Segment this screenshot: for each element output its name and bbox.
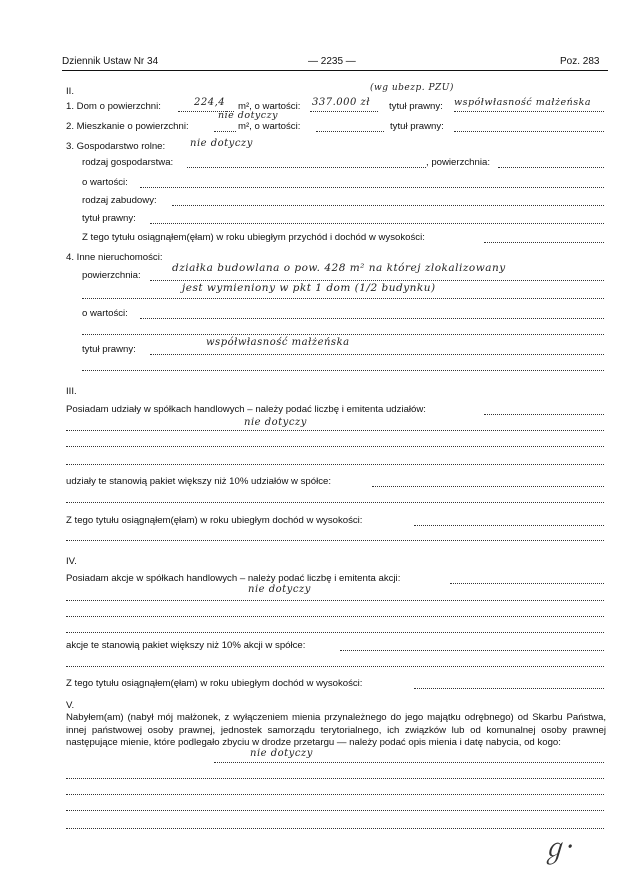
farm-income-line xyxy=(484,242,604,243)
other-area-line-1 xyxy=(150,280,604,281)
other-area-label: powierzchnia: xyxy=(82,270,141,281)
other-area-line-2 xyxy=(82,298,604,299)
section-ii-heading: II. xyxy=(66,86,74,97)
header-rule xyxy=(62,70,608,71)
stocks-pct-line-2 xyxy=(66,666,604,667)
other-title-value: współwłasność małżeńska xyxy=(206,337,350,348)
other-value-line-1 xyxy=(140,318,604,319)
flat-area-line xyxy=(214,131,236,132)
house-title-value: współwłasność małżeńska xyxy=(454,97,591,108)
other-value-line-2 xyxy=(82,334,604,335)
shares-income-line-2 xyxy=(66,540,604,541)
shares-pct-label: udziały te stanowią pakiet większy niż 10% udziałów w spółce: xyxy=(66,476,332,487)
flat-title-label: tytuł prawny: xyxy=(390,121,444,132)
flat-title-line xyxy=(454,131,604,132)
other-area-value-1: działka budowlana o pow. 428 m² na której zlokalizowany xyxy=(172,262,506,274)
house-title-line xyxy=(454,111,604,112)
page-number: — 2235 — xyxy=(308,56,356,67)
farm-value-label: o wartości: xyxy=(82,177,128,188)
stocks-income-line-1 xyxy=(414,688,604,689)
shares-line-1 xyxy=(484,414,604,415)
farm-income-label: Z tego tytułu osiągnąłem(ęłam) w roku ubiegłym przychód i dochód w wysokości: xyxy=(82,232,425,243)
shares-income-line-1 xyxy=(414,525,604,526)
house-unit-label: m², o wartości: xyxy=(238,101,301,112)
farm-title-line xyxy=(150,223,604,224)
section-v-heading: V. xyxy=(66,700,75,711)
farm-area-line xyxy=(498,167,604,168)
house-area-value: 224,4 xyxy=(194,97,226,108)
farm-hw-note: nie dotyczy xyxy=(190,138,253,149)
other-area-value-2: jest wymieniony w pkt 1 dom (1/2 budynku) xyxy=(182,282,436,294)
acquisition-line-1 xyxy=(214,762,604,763)
farm-building-label: rodzaj zabudowy: xyxy=(82,195,157,206)
flat-unit-label: m², o wartości: xyxy=(238,121,301,132)
farm-value-line xyxy=(140,187,604,188)
other-title-line-1 xyxy=(150,354,604,355)
house-value-value: 337.000 zł xyxy=(312,97,371,108)
stocks-income-label: Z tego tytułu osiągnąłem(ęłam) w roku ubiegłym dochód w wysokości: xyxy=(66,678,363,689)
stocks-pct-label: akcje te stanowią pakiet większy niż 10% akcji w spółce: xyxy=(66,640,306,651)
stocks-line-3 xyxy=(66,616,604,617)
journal-title: Dziennik Ustaw Nr 34 xyxy=(62,56,159,67)
position-number: Poz. 283 xyxy=(560,56,600,67)
stocks-label: Posiadam akcje w spółkach handlowych – należy podać liczbę i emitenta akcji: xyxy=(66,573,401,584)
stocks-line-2 xyxy=(66,600,604,601)
acquisition-text: Nabyłem(am) (nabył mój małżonek, z wyłączeniem mienia przynależnego do jego majątku odrębnego) od Skarbu Państwa, innej państwowej osoby prawnej, jednostek samorządu terytorialnego, ich związków lub od komunalnej osoby prawnej następujące mienie, które podlegało zbyciu w drodze przetargu — należy podać opis mienia i datę nabycia, od kogo: xyxy=(66,712,606,748)
section-iii-heading: III. xyxy=(66,386,77,397)
acquisition-line-2 xyxy=(66,778,604,779)
stocks-pct-line-1 xyxy=(340,650,604,651)
stocks-hw-note: nie dotyczy xyxy=(248,584,311,595)
other-label: 4. Inne nieruchomości: xyxy=(66,252,163,263)
house-value-line xyxy=(310,111,378,112)
flat-hw-note: nie dotyczy xyxy=(218,110,278,121)
shares-label: Posiadam udziały w spółkach handlowych – należy podać liczbę i emitenta udziałów: xyxy=(66,404,426,415)
farm-type-label: rodzaj gospodarstwa: xyxy=(82,157,174,168)
farm-type-line xyxy=(187,167,426,168)
stocks-line-4 xyxy=(66,632,604,633)
other-title-line-2 xyxy=(82,370,604,371)
shares-pct-line-2 xyxy=(66,502,604,503)
acquisition-hw-note: nie dotyczy xyxy=(250,748,313,759)
shares-line-2 xyxy=(66,430,604,431)
farm-area-label: , powierzchnia: xyxy=(426,157,490,168)
acquisition-line-4 xyxy=(66,810,604,811)
shares-income-label: Z tego tytułu osiągnąłem(ęłam) w roku ubiegłym dochód w wysokości: xyxy=(66,515,363,526)
stocks-line-1 xyxy=(450,583,604,584)
signature-initials: ℊ· xyxy=(538,831,577,867)
flat-area-label: 2. Mieszkanie o powierzchni: xyxy=(66,121,189,132)
farm-title-label: tytuł prawny: xyxy=(82,213,136,224)
other-value-label: o wartości: xyxy=(82,308,128,319)
shares-line-4 xyxy=(66,464,604,465)
shares-hw-note: nie dotyczy xyxy=(244,417,307,428)
farm-label: 3. Gospodarstwo rolne: xyxy=(66,141,166,152)
section-iv-heading: IV. xyxy=(66,556,77,567)
acquisition-line-3 xyxy=(66,794,604,795)
house-area-label: 1. Dom o powierzchni: xyxy=(66,101,161,112)
shares-line-3 xyxy=(66,446,604,447)
farm-building-line xyxy=(172,205,604,206)
flat-value-line xyxy=(316,131,384,132)
house-title-label: tytuł prawny: xyxy=(389,101,443,112)
other-title-label: tytuł prawny: xyxy=(82,344,136,355)
shares-pct-line-1 xyxy=(372,486,604,487)
house-value-note: (wg ubezp. PZU) xyxy=(370,83,454,93)
acquisition-line-5 xyxy=(66,828,604,829)
